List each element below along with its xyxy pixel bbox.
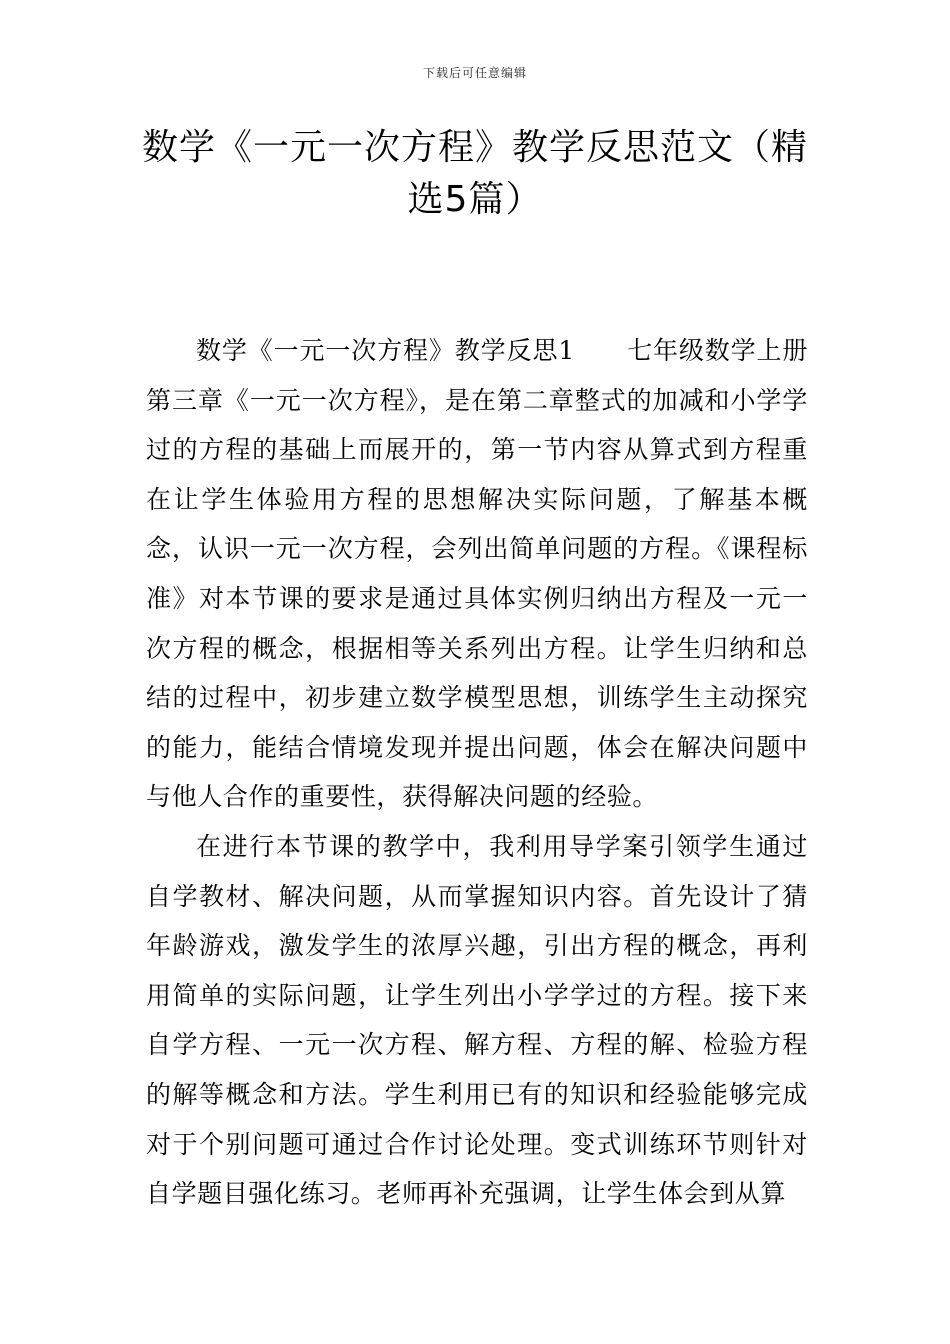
header-note: 下载后可任意编辑	[422, 66, 527, 80]
paragraph-text: 在进行本节课的教学中，我利用导学案引领学生通过自学教材、解决问题，从而掌握知识内容。首先设计了猜年龄游戏，激发学生的浓厚兴趣，引出方程的概念，再利用简单的实际问题，让学生列出小学学过的方程。接下来自学方程、一元一次方程、解方程、方程的解、检验方程的解等概念和方法。学生利用已有的知识和经验能够完成对于个别问题可通过合作讨论处理。变式训练环节则针对自学题目强化练习。老师再补充强调，让学生体会到从算	[146, 831, 808, 1209]
paragraph-1	[146, 326, 808, 822]
document-body	[146, 326, 808, 1219]
section-heading: 数学《一元一次方程》教学反思1	[196, 336, 575, 365]
paragraph-text: 七年级数学上册第三章《一元一次方程》，是在第二章整式的加减和小学学过的方程的基础上而展开的，第一节内容从算式到方程重在让学生体验用方程的思想解决实际问题，了解基本概念，认识一元一次方程，会列出简单问题的方程。《课程标准》对本节课的要求是通过具体实例归纳出方程及一元一次方程的概念，根据相等关系列出方程。让学生归纳和总结的过程中，初步建立数学模型思想，训练学生主动探究的能力，能结合情境发现并提出问题，体会在解决问题中与他人合作的重要性，获得解决问题的经验。	[146, 336, 808, 812]
document-title: 数学《一元一次方程》教学反思范文（精选5篇）	[141, 127, 808, 220]
paragraph-2	[146, 822, 808, 1219]
